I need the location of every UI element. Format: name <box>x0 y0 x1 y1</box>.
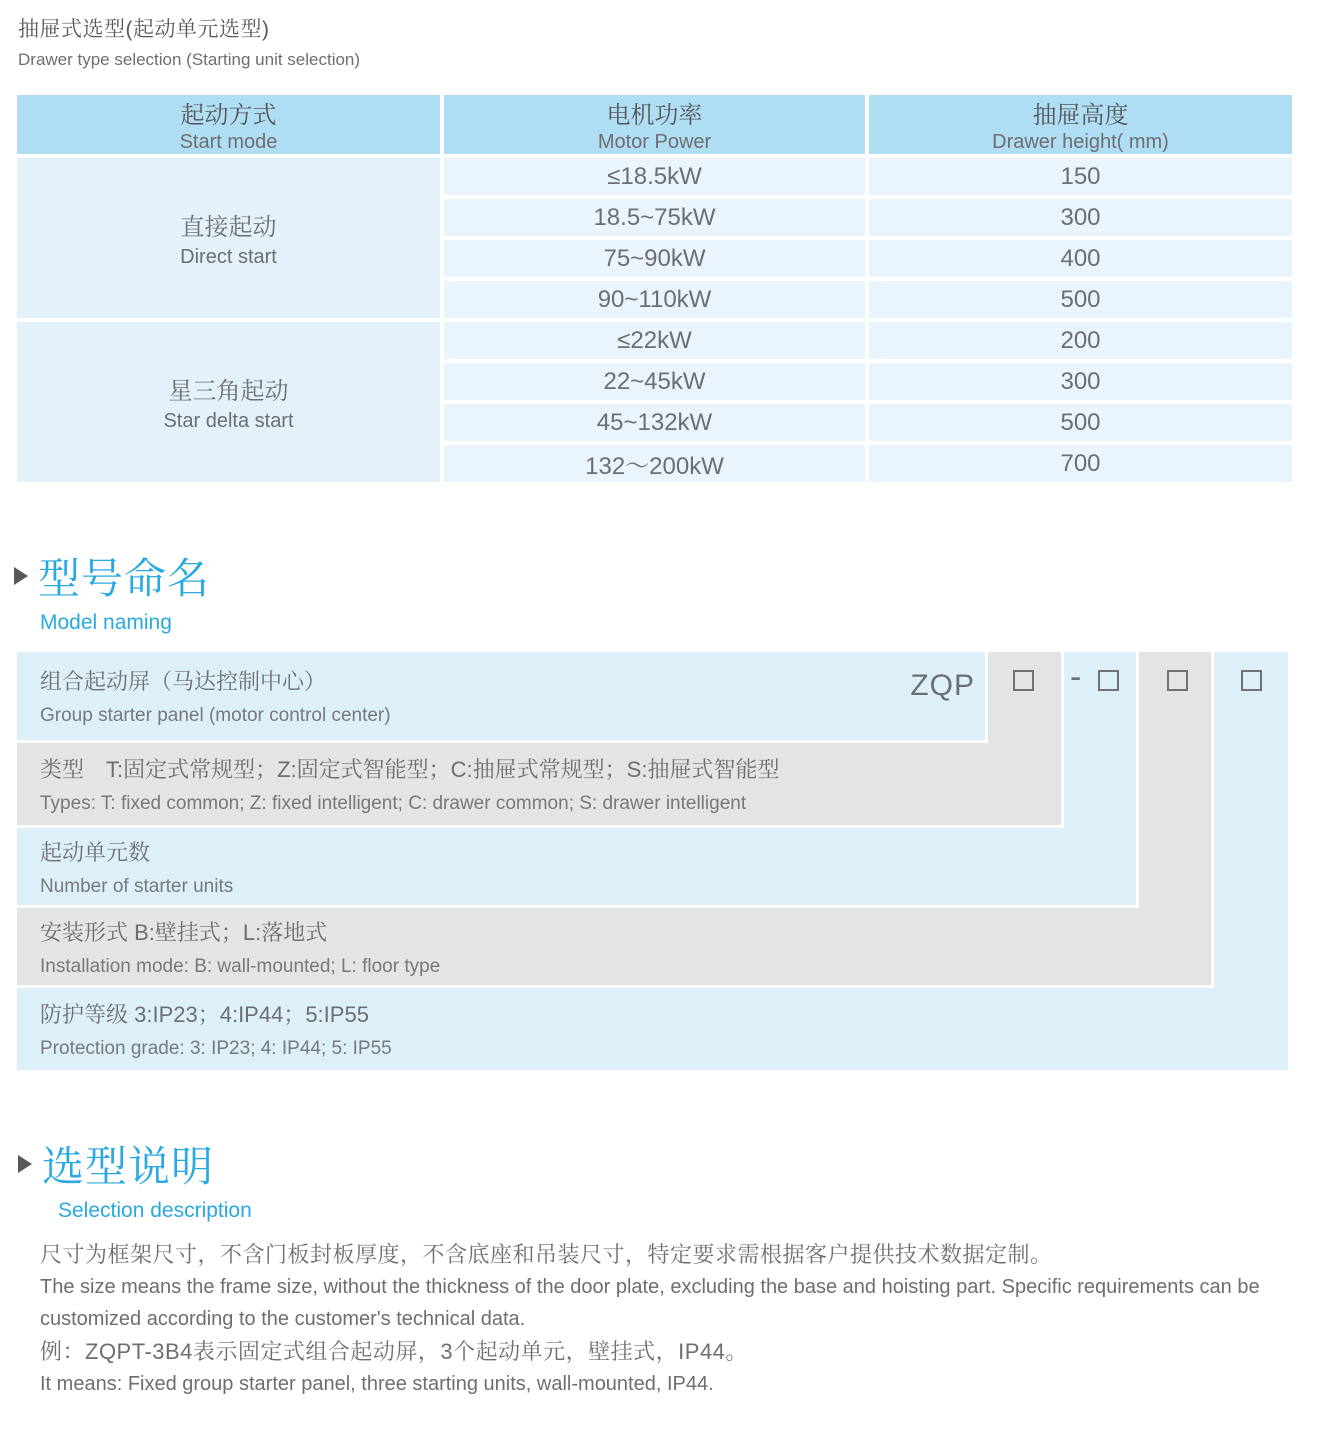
drawer-height-cell: 700 <box>867 443 1294 484</box>
col-header-en: Start mode <box>179 131 278 153</box>
selection-description-text <box>40 1238 1292 1400</box>
section-arrow-icon <box>14 567 28 585</box>
col-header-zh: 电机功率 <box>606 102 703 129</box>
drawer-height-cell: 500 <box>867 402 1294 443</box>
section-title-en: Model naming <box>40 611 172 634</box>
description-line-en: It means: Fixed group starter panel, three starting units, wall-mounted, IP44. <box>40 1373 714 1395</box>
drawer-height-cell: 300 <box>867 197 1294 238</box>
naming-band-en: Protection grade: 3: IP23; 4: IP44; 5: IP55 <box>40 1038 392 1059</box>
naming-band-zh: 起动单元数 <box>40 839 151 865</box>
start-mode-zh: 直接起动 <box>180 214 277 241</box>
start-mode-en: Star delta start <box>163 410 294 432</box>
section-model-naming-heading <box>14 546 1322 635</box>
motor-power-cell: 45~132kW <box>442 402 867 443</box>
start-mode-en: Direct start <box>180 246 277 268</box>
naming-column-type <box>988 652 1061 745</box>
table-row <box>15 156 1294 197</box>
description-line-zh: 尺寸为框架尺寸，不含门板封板厚度，不含底座和吊装尺寸，特定要求需根据客户提供技术数据定制。 <box>40 1242 1053 1267</box>
drawer-height-cell: 500 <box>867 279 1294 320</box>
model-code: ZQP <box>910 669 975 702</box>
motor-power-cell: ≤18.5kW <box>442 156 867 197</box>
description-line-en: The size means the frame size, without the thickness of the door plate, excluding the base and hoisting part. Specific requirements can be customized according to the customer's technical data. <box>40 1276 1260 1330</box>
motor-power-cell: 18.5~75kW <box>442 197 867 238</box>
section-arrow-icon <box>18 1155 32 1173</box>
naming-band-en: Installation mode: B: wall-mounted; L: floor type <box>40 955 441 977</box>
col-header-zh: 抽屉高度 <box>1032 102 1129 129</box>
naming-band-starter-units <box>17 828 1136 905</box>
start-mode-cell-direct <box>15 156 442 320</box>
drawer-height-cell: 150 <box>867 156 1294 197</box>
drawer-height-cell: 300 <box>867 361 1294 402</box>
naming-band-group-starter-panel <box>17 652 985 740</box>
col-header-motor-power <box>442 93 867 156</box>
code-placeholder-box-icon <box>1241 670 1262 691</box>
naming-band-zh: 类型 T:固定式常规型；Z:固定式智能型；C:抽屉式常规型；S:抽屉式智能型 <box>40 757 780 782</box>
section-title-zh: 选型说明 <box>42 1143 215 1190</box>
code-placeholder-box-icon <box>1098 670 1119 691</box>
start-mode-cell-star-delta <box>15 320 442 484</box>
doc-title-zh: 抽屉式选型(起动单元选型) <box>18 18 270 41</box>
model-naming-diagram <box>17 652 1288 1070</box>
col-header-start-mode <box>15 93 442 156</box>
col-header-drawer-height <box>867 93 1294 156</box>
heading-row <box>18 1134 1322 1194</box>
naming-band-zh: 防护等级 3:IP23；4:IP44；5:IP55 <box>40 1002 369 1027</box>
section-selection-description-heading <box>18 1134 1322 1223</box>
doc-title-en: Drawer type selection (Starting unit selection) <box>18 50 361 69</box>
naming-band-en: Types: T: fixed common; Z: fixed intelligent; C: drawer common; S: drawer intelligent <box>40 793 747 814</box>
naming-band-zh: 安装形式 B:壁挂式；L:落地式 <box>40 919 328 945</box>
start-mode-zh: 星三角起动 <box>168 378 289 405</box>
naming-band-type <box>17 743 1061 825</box>
section-title-zh: 型号命名 <box>38 555 211 602</box>
col-header-en: Drawer height( mm) <box>992 131 1169 153</box>
drawer-height-cell: 200 <box>867 320 1294 361</box>
col-header-zh: 起动方式 <box>180 102 277 129</box>
code-dash: - <box>1070 658 1082 696</box>
table-row <box>15 320 1294 361</box>
naming-column-protection <box>1214 652 1288 990</box>
heading-row <box>14 546 1322 606</box>
motor-power-cell: ≤22kW <box>442 320 867 361</box>
naming-band-en: Number of starter units <box>40 875 234 897</box>
naming-band-protection-grade <box>17 988 1288 1070</box>
naming-band-installation-mode <box>17 908 1211 985</box>
naming-band-en: Group starter panel (motor control center) <box>40 705 391 726</box>
col-header-en: Motor Power <box>597 131 712 153</box>
table-header-row <box>15 93 1294 156</box>
motor-power-cell: 90~110kW <box>442 279 867 320</box>
drawer-selection-table <box>13 91 1296 486</box>
naming-band-zh: 组合起动屏（马达控制中心） <box>40 669 327 694</box>
doc-title <box>0 0 1322 70</box>
drawer-height-cell: 400 <box>867 238 1294 279</box>
section-title-en: Selection description <box>58 1199 252 1222</box>
motor-power-cell: 132～200kW <box>442 443 867 484</box>
motor-power-cell: 75~90kW <box>442 238 867 279</box>
description-line-zh: 例：ZQPT-3B4表示固定式组合起动屏，3个起动单元，壁挂式，IP44。 <box>40 1339 748 1364</box>
code-placeholder-box-icon <box>1013 670 1034 691</box>
code-placeholder-box-icon <box>1167 670 1188 691</box>
motor-power-cell: 22~45kW <box>442 361 867 402</box>
